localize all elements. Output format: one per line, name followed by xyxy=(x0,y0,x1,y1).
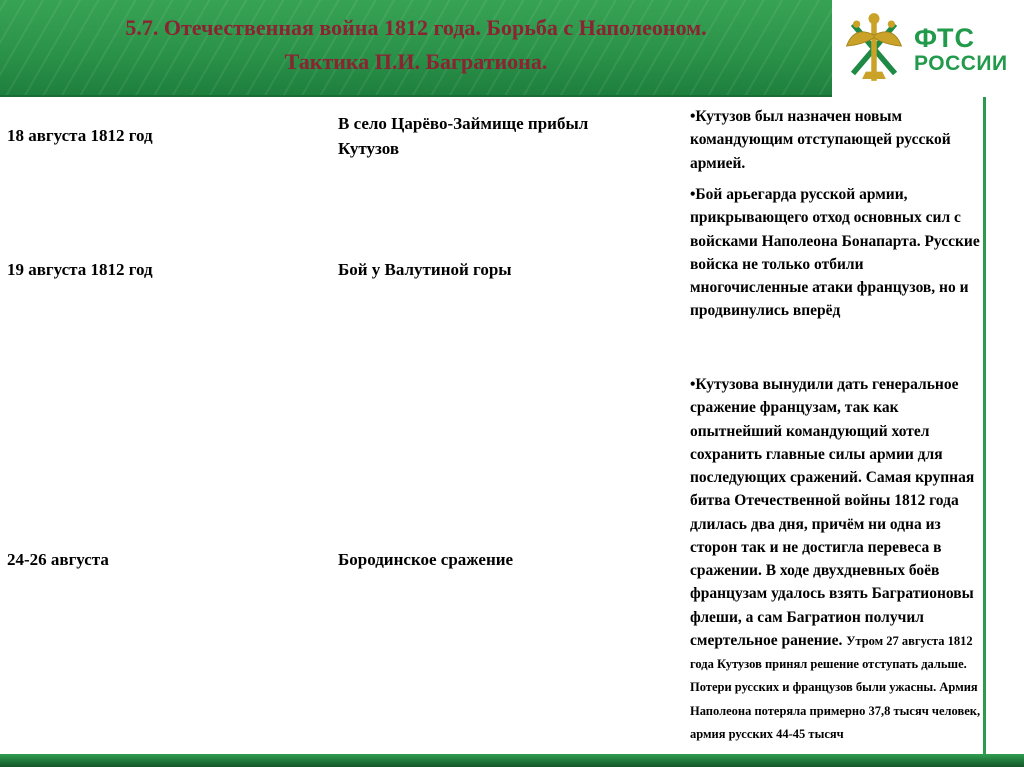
fts-logo-line-1: ФТС xyxy=(914,23,976,54)
event-cell: Бородинское сражение xyxy=(338,549,514,569)
table-row xyxy=(0,97,1024,175)
date-cell: 18 августа 1812 год xyxy=(7,126,153,145)
description-text: •Кутузова вынудили дать генеральное сражение французам, так как опытнейший командующий хотел сохранить главные силы армии для последующих сражений. Самая крупная битва Отечественной войны 1812 года длилась два дня, причём ни одна из сторон так и не достигла перевеса в сражении. В ходе двухдневных боёв французам удалось взять Багратионовы флеши, а сам Багратион получил смертельное ранение. xyxy=(690,376,975,649)
title-line-1: 5.7. Отечественная война 1812 года. Борьба с Наполеоном. xyxy=(125,15,707,40)
description-text-small: Утром 27 августа 1812 года Кутузов принял решение отступать дальше. Потери русских и французов были ужасны. Армия Наполеона потеряла примерно 37,8 тысяч человек, армия русских 44-45 тысяч xyxy=(690,633,981,741)
fts-logo-text xyxy=(914,24,1008,74)
date-cell: 24-26 августа xyxy=(7,549,109,569)
vertical-divider xyxy=(983,97,986,754)
description-cell xyxy=(684,365,1024,754)
date-cell: 19 августа 1812 год xyxy=(7,260,153,279)
timeline-table xyxy=(0,97,1024,754)
event-cell: Бой у Валутиной горы xyxy=(338,260,512,280)
slide-title xyxy=(0,0,832,79)
fts-logo-line-2: РОССИИ xyxy=(914,51,1008,75)
description-cell xyxy=(684,175,1024,365)
title-line-2: Тактика П.И. Багратиона. xyxy=(284,49,548,75)
description-text: •Кутузов был назначен новым командующим отступающей русской армией. xyxy=(690,108,951,172)
slide-header xyxy=(0,0,1024,97)
fts-logo xyxy=(832,0,1024,99)
description-text: •Бой арьегарда русской армии, прикрывающего отход основных сил с войсками Наполеона Бонапарта. Русские войска не только отбили многочисленные атаки французов, но и продвинулись вперёд xyxy=(690,186,980,320)
description-cell xyxy=(684,97,1024,175)
event-cell: В село Царёво-Займище прибыл Кутузов xyxy=(338,113,589,158)
table-row xyxy=(0,175,1024,365)
footer-bar xyxy=(0,754,1024,767)
fts-emblem-icon xyxy=(842,7,906,92)
table-row xyxy=(0,365,1024,754)
